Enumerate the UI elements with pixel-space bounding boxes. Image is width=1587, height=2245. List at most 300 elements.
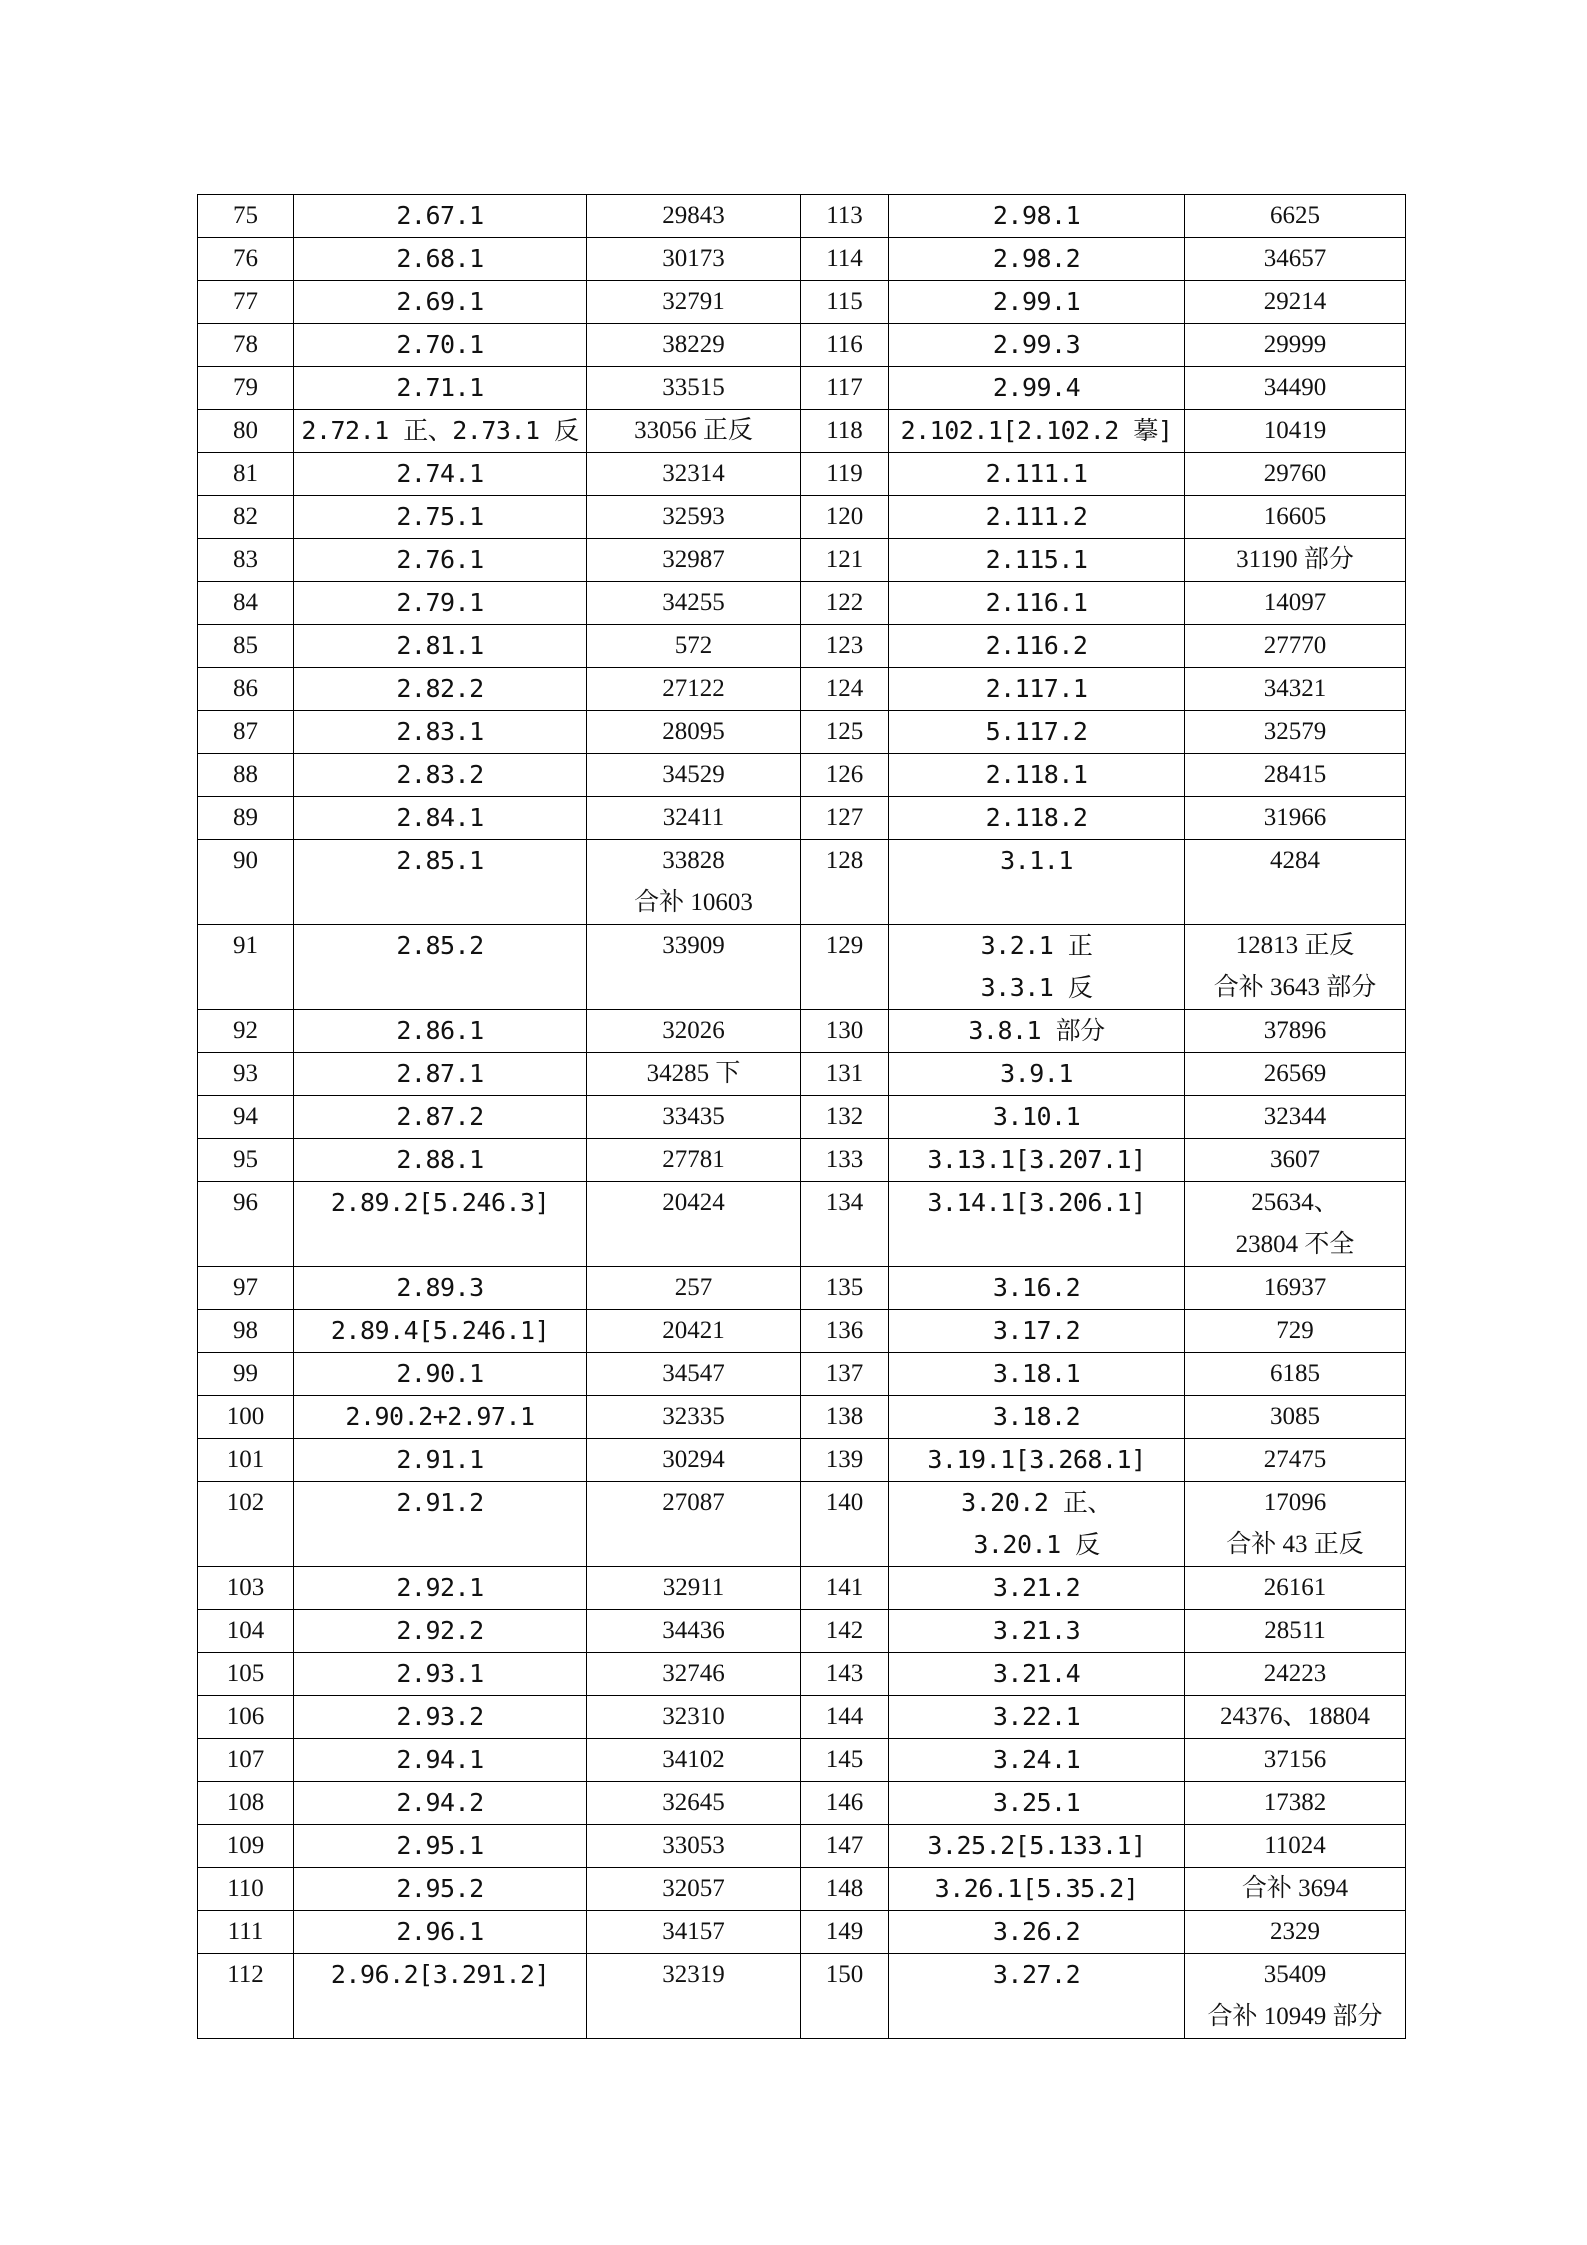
collection-number-right <box>1185 1267 1406 1310</box>
collection-number-left <box>587 1139 801 1182</box>
cell-line: 34157 <box>662 1918 725 1945</box>
cell-line: 14097 <box>1263 589 1327 616</box>
collection-number-right <box>1185 1310 1406 1353</box>
table-body <box>198 195 1406 2039</box>
collection-number-right <box>1185 1868 1406 1911</box>
entry-number-right: 117 <box>801 367 889 410</box>
cell-line: 3607 <box>1270 1146 1320 1173</box>
entry-number-left: 83 <box>198 539 294 582</box>
entry-number-right: 150 <box>801 1954 889 2039</box>
cell-line: 3.25.2[5.133.1] <box>927 1831 1146 1860</box>
cell-line: 25634、 <box>1251 1189 1339 1216</box>
cell-line: 2.118.2 <box>985 803 1088 832</box>
cell-line: 2.71.1 <box>396 373 484 402</box>
collection-number-left <box>587 1696 801 1739</box>
reference-right <box>889 1739 1185 1782</box>
collection-number-right <box>1185 1782 1406 1825</box>
cell-line: 2.96.1 <box>396 1917 484 1946</box>
collection-number-right <box>1185 1053 1406 1096</box>
collection-number-left <box>587 1739 801 1782</box>
cell-line: 合补 3694 <box>1241 1875 1349 1902</box>
collection-number-left <box>587 238 801 281</box>
collection-number-left <box>587 1782 801 1825</box>
collection-number-left <box>587 1439 801 1482</box>
table-row <box>198 797 1406 840</box>
collection-number-left <box>587 840 801 925</box>
cell-line: 16937 <box>1263 1274 1327 1301</box>
cell-line: 2.93.1 <box>396 1659 484 1688</box>
entry-number-right: 120 <box>801 496 889 539</box>
cell-line: 2.115.1 <box>985 545 1088 574</box>
entry-number-right: 143 <box>801 1653 889 1696</box>
cell-line: 2329 <box>1270 1918 1320 1945</box>
collection-number-left <box>587 1610 801 1653</box>
reference-right <box>889 668 1185 711</box>
cell-line: 3.21.4 <box>992 1659 1081 1688</box>
collection-number-left <box>587 754 801 797</box>
cell-line: 2.83.1 <box>396 717 484 746</box>
collection-number-left <box>587 496 801 539</box>
cell-line: 3.24.1 <box>992 1745 1081 1774</box>
collection-number-left <box>587 1396 801 1439</box>
cell-line: 合补 43 正反 <box>1226 1531 1364 1558</box>
cell-line: 3.14.1[3.206.1] <box>927 1188 1146 1217</box>
table-row <box>198 1310 1406 1353</box>
table-row <box>198 925 1406 1010</box>
reference-left <box>294 625 587 668</box>
reference-right <box>889 324 1185 367</box>
table-row <box>198 1911 1406 1954</box>
reference-right <box>889 1053 1185 1096</box>
cell-line: 3.27.2 <box>992 1960 1081 1989</box>
reference-right <box>889 1696 1185 1739</box>
cell-line: 34657 <box>1263 245 1327 272</box>
entry-number-left: 94 <box>198 1096 294 1139</box>
entry-number-right: 124 <box>801 668 889 711</box>
reference-left <box>294 1053 587 1096</box>
cell-line: 3.9.1 <box>1000 1059 1073 1088</box>
reference-right <box>889 281 1185 324</box>
entry-number-right: 136 <box>801 1310 889 1353</box>
entry-number-right: 141 <box>801 1567 889 1610</box>
entry-number-right: 125 <box>801 711 889 754</box>
reference-left <box>294 1954 587 2039</box>
table-row <box>198 840 1406 925</box>
reference-left <box>294 1782 587 1825</box>
cell-line: 3.18.2 <box>992 1402 1081 1431</box>
cell-line: 33435 <box>662 1103 725 1130</box>
reference-right <box>889 1439 1185 1482</box>
table-row <box>198 367 1406 410</box>
cell-line: 32645 <box>662 1789 725 1816</box>
cell-line: 2.74.1 <box>396 459 484 488</box>
collection-number-left <box>587 410 801 453</box>
table-row <box>198 1825 1406 1868</box>
table-row <box>198 1053 1406 1096</box>
collection-number-right <box>1185 1567 1406 1610</box>
cell-line: 28415 <box>1263 761 1327 788</box>
entry-number-right: 135 <box>801 1267 889 1310</box>
entry-number-left: 102 <box>198 1482 294 1567</box>
collection-number-right <box>1185 1096 1406 1139</box>
cell-line: 2.93.2 <box>396 1702 484 1731</box>
cell-line: 32411 <box>662 804 725 831</box>
reference-right <box>889 410 1185 453</box>
entry-number-left: 95 <box>198 1139 294 1182</box>
cell-line: 2.76.1 <box>396 545 484 574</box>
cell-line: 20424 <box>662 1189 725 1216</box>
reference-left <box>294 324 587 367</box>
entry-number-left: 101 <box>198 1439 294 1482</box>
collection-number-left <box>587 625 801 668</box>
table-row <box>198 1739 1406 1782</box>
table-row <box>198 711 1406 754</box>
cell-line: 2.98.2 <box>992 244 1081 273</box>
concordance-table <box>197 194 1406 2039</box>
reference-left <box>294 367 587 410</box>
collection-number-left <box>587 1353 801 1396</box>
collection-number-left <box>587 1868 801 1911</box>
collection-number-right <box>1185 1610 1406 1653</box>
reference-right <box>889 1610 1185 1653</box>
cell-line: 2.85.1 <box>396 846 484 875</box>
cell-line: 32987 <box>662 546 725 573</box>
table-row <box>198 625 1406 668</box>
cell-line: 27122 <box>662 675 725 702</box>
cell-line: 2.99.1 <box>992 287 1081 316</box>
table-row <box>198 1954 1406 2039</box>
cell-line: 33053 <box>662 1832 725 1859</box>
entry-number-left: 78 <box>198 324 294 367</box>
reference-left <box>294 925 587 1010</box>
entry-number-left: 112 <box>198 1954 294 2039</box>
cell-line: 4284 <box>1270 847 1320 874</box>
collection-number-right <box>1185 668 1406 711</box>
cell-line: 34321 <box>1263 675 1327 702</box>
entry-number-right: 127 <box>801 797 889 840</box>
table-row <box>198 1782 1406 1825</box>
cell-line: 合补 10603 <box>634 889 753 916</box>
cell-line: 2.90.2+2.97.1 <box>345 1402 535 1431</box>
reference-left <box>294 711 587 754</box>
entry-number-left: 96 <box>198 1182 294 1267</box>
reference-left <box>294 1310 587 1353</box>
entry-number-left: 77 <box>198 281 294 324</box>
entry-number-left: 110 <box>198 1868 294 1911</box>
collection-number-right <box>1185 1482 1406 1567</box>
cell-line: 2.99.4 <box>992 373 1081 402</box>
cell-line: 2.98.1 <box>992 201 1081 230</box>
cell-line: 3.1.1 <box>1000 846 1073 875</box>
reference-left <box>294 840 587 925</box>
entry-number-right: 119 <box>801 453 889 496</box>
collection-number-right <box>1185 1010 1406 1053</box>
entry-number-right: 130 <box>801 1010 889 1053</box>
cell-line: 24223 <box>1263 1660 1327 1687</box>
table-row <box>198 1653 1406 1696</box>
cell-line: 35409 <box>1263 1961 1327 1988</box>
collection-number-right <box>1185 324 1406 367</box>
entry-number-left: 75 <box>198 195 294 238</box>
collection-number-right <box>1185 496 1406 539</box>
cell-line: 3.20.2 正、 <box>961 1488 1112 1517</box>
collection-number-right <box>1185 711 1406 754</box>
table-row <box>198 1353 1406 1396</box>
entry-number-right: 144 <box>801 1696 889 1739</box>
cell-line: 34285 下 <box>646 1060 741 1087</box>
cell-line: 17382 <box>1263 1789 1327 1816</box>
cell-line: 合补 10949 部分 <box>1207 2003 1383 2030</box>
table-row <box>198 1567 1406 1610</box>
entry-number-right: 121 <box>801 539 889 582</box>
cell-line: 24376、18804 <box>1219 1703 1370 1730</box>
entry-number-left: 81 <box>198 453 294 496</box>
table-row <box>198 1696 1406 1739</box>
cell-line: 37896 <box>1263 1017 1327 1044</box>
reference-right <box>889 1868 1185 1911</box>
reference-left <box>294 582 587 625</box>
collection-number-left <box>587 1010 801 1053</box>
cell-line: 572 <box>674 632 713 659</box>
reference-right <box>889 711 1185 754</box>
cell-line: 2.67.1 <box>396 201 484 230</box>
reference-right <box>889 1396 1185 1439</box>
entry-number-right: 140 <box>801 1482 889 1567</box>
collection-number-left <box>587 539 801 582</box>
table-row <box>198 539 1406 582</box>
reference-right <box>889 1567 1185 1610</box>
collection-number-left <box>587 1096 801 1139</box>
reference-right <box>889 1782 1185 1825</box>
collection-number-left <box>587 453 801 496</box>
cell-line: 29760 <box>1263 460 1327 487</box>
collection-number-right <box>1185 453 1406 496</box>
entry-number-right: 147 <box>801 1825 889 1868</box>
collection-number-left <box>587 324 801 367</box>
reference-left <box>294 1911 587 1954</box>
entry-number-left: 79 <box>198 367 294 410</box>
cell-line: 32593 <box>662 503 725 530</box>
cell-line: 2.81.1 <box>396 631 484 660</box>
table-row <box>198 1182 1406 1267</box>
entry-number-right: 128 <box>801 840 889 925</box>
collection-number-left <box>587 1911 801 1954</box>
cell-line: 27475 <box>1263 1446 1327 1473</box>
reference-left <box>294 1696 587 1739</box>
collection-number-right <box>1185 1396 1406 1439</box>
reference-left <box>294 1567 587 1610</box>
collection-number-right <box>1185 925 1406 1010</box>
cell-line: 2.95.2 <box>396 1874 484 1903</box>
cell-line: 33056 正反 <box>634 417 753 444</box>
reference-right <box>889 1954 1185 2039</box>
cell-line: 5.117.2 <box>985 717 1088 746</box>
table-row <box>198 1482 1406 1567</box>
cell-line: 26161 <box>1263 1574 1327 1601</box>
table-row <box>198 754 1406 797</box>
table-row <box>198 238 1406 281</box>
collection-number-right <box>1185 582 1406 625</box>
collection-number-left <box>587 1482 801 1567</box>
entry-number-left: 91 <box>198 925 294 1010</box>
collection-number-right <box>1185 1696 1406 1739</box>
reference-left <box>294 1010 587 1053</box>
table-row <box>198 1396 1406 1439</box>
entry-number-right: 137 <box>801 1353 889 1396</box>
cell-line: 28511 <box>1264 1617 1326 1644</box>
cell-line: 2.99.3 <box>992 330 1081 359</box>
cell-line: 2.87.2 <box>396 1102 484 1131</box>
entry-number-right: 116 <box>801 324 889 367</box>
reference-right <box>889 1653 1185 1696</box>
entry-number-left: 92 <box>198 1010 294 1053</box>
collection-number-left <box>587 1567 801 1610</box>
cell-line: 27781 <box>662 1146 725 1173</box>
cell-line: 32335 <box>662 1403 725 1430</box>
entry-number-right: 146 <box>801 1782 889 1825</box>
reference-right <box>889 754 1185 797</box>
cell-line: 2.88.1 <box>396 1145 484 1174</box>
entry-number-left: 103 <box>198 1567 294 1610</box>
cell-line: 2.116.1 <box>985 588 1088 617</box>
entry-number-left: 106 <box>198 1696 294 1739</box>
collection-number-left <box>587 281 801 324</box>
cell-line: 257 <box>674 1274 713 1301</box>
cell-line: 3.2.1 正 <box>980 931 1093 960</box>
entry-number-right: 114 <box>801 238 889 281</box>
cell-line: 2.79.1 <box>396 588 484 617</box>
collection-number-right <box>1185 410 1406 453</box>
reference-right <box>889 1825 1185 1868</box>
reference-left <box>294 1610 587 1653</box>
entry-number-left: 111 <box>198 1911 294 1954</box>
table-row <box>198 1096 1406 1139</box>
entry-number-left: 80 <box>198 410 294 453</box>
collection-number-left <box>587 797 801 840</box>
entry-number-right: 113 <box>801 195 889 238</box>
table-row <box>198 453 1406 496</box>
collection-number-right <box>1185 1954 1406 2039</box>
entry-number-right: 131 <box>801 1053 889 1096</box>
collection-number-right <box>1185 1739 1406 1782</box>
collection-number-left <box>587 711 801 754</box>
cell-line: 2.116.2 <box>985 631 1088 660</box>
reference-right <box>889 1182 1185 1267</box>
collection-number-right <box>1185 625 1406 668</box>
cell-line: 32057 <box>662 1875 725 1902</box>
cell-line: 2.70.1 <box>396 330 484 359</box>
collection-number-left <box>587 1310 801 1353</box>
cell-line: 32026 <box>662 1017 725 1044</box>
collection-number-right <box>1185 797 1406 840</box>
entry-number-left: 97 <box>198 1267 294 1310</box>
table-row <box>198 1267 1406 1310</box>
collection-number-right <box>1185 1353 1406 1396</box>
entry-number-right: 123 <box>801 625 889 668</box>
table-row <box>198 582 1406 625</box>
entry-number-right: 133 <box>801 1139 889 1182</box>
reference-right <box>889 1353 1185 1396</box>
cell-line: 34436 <box>662 1617 725 1644</box>
table-row <box>198 496 1406 539</box>
table-row <box>198 1439 1406 1482</box>
cell-line: 34490 <box>1263 374 1327 401</box>
entry-number-left: 76 <box>198 238 294 281</box>
entry-number-right: 118 <box>801 410 889 453</box>
cell-line: 3.19.1[3.268.1] <box>927 1445 1146 1474</box>
entry-number-left: 109 <box>198 1825 294 1868</box>
cell-line: 3.13.1[3.207.1] <box>927 1145 1146 1174</box>
collection-number-left <box>587 367 801 410</box>
cell-line: 3.10.1 <box>992 1102 1081 1131</box>
reference-right <box>889 238 1185 281</box>
cell-line: 27087 <box>662 1489 725 1516</box>
cell-line: 729 <box>1276 1317 1314 1344</box>
collection-number-right <box>1185 281 1406 324</box>
entry-number-right: 126 <box>801 754 889 797</box>
table-row <box>198 281 1406 324</box>
collection-number-left <box>587 1267 801 1310</box>
entry-number-left: 100 <box>198 1396 294 1439</box>
cell-line: 3.22.1 <box>992 1702 1081 1731</box>
cell-line: 2.87.1 <box>396 1059 484 1088</box>
reference-left <box>294 281 587 324</box>
collection-number-left <box>587 1954 801 2039</box>
cell-line: 10419 <box>1263 417 1327 444</box>
collection-number-left <box>587 195 801 238</box>
collection-number-left <box>587 1053 801 1096</box>
cell-line: 2.118.1 <box>985 760 1088 789</box>
cell-line: 32314 <box>662 460 725 487</box>
cell-line: 37156 <box>1263 1746 1327 1773</box>
collection-number-left <box>587 1653 801 1696</box>
cell-line: 12813 正反 <box>1235 932 1355 959</box>
reference-left <box>294 1825 587 1868</box>
cell-line: 3.17.2 <box>992 1316 1081 1345</box>
reference-left <box>294 238 587 281</box>
entry-number-right: 134 <box>801 1182 889 1267</box>
cell-line: 32344 <box>1263 1103 1327 1130</box>
reference-right <box>889 1139 1185 1182</box>
cell-line: 38229 <box>662 331 725 358</box>
cell-line: 2.95.1 <box>396 1831 484 1860</box>
table-row <box>198 1010 1406 1053</box>
entry-number-left: 90 <box>198 840 294 925</box>
collection-number-right <box>1185 1439 1406 1482</box>
reference-right <box>889 496 1185 539</box>
cell-line: 2.82.2 <box>396 674 484 703</box>
entry-number-left: 85 <box>198 625 294 668</box>
reference-right <box>889 367 1185 410</box>
cell-line: 27770 <box>1263 632 1327 659</box>
collection-number-right <box>1185 1139 1406 1182</box>
entry-number-right: 138 <box>801 1396 889 1439</box>
cell-line: 2.69.1 <box>396 287 484 316</box>
entry-number-right: 139 <box>801 1439 889 1482</box>
collection-number-left <box>587 668 801 711</box>
reference-right <box>889 1911 1185 1954</box>
entry-number-right: 122 <box>801 582 889 625</box>
table-row <box>198 668 1406 711</box>
entry-number-left: 87 <box>198 711 294 754</box>
cell-line: 3.21.3 <box>992 1616 1081 1645</box>
cell-line: 34102 <box>662 1746 725 1773</box>
cell-line: 2.84.1 <box>396 803 484 832</box>
reference-left <box>294 1396 587 1439</box>
reference-right <box>889 797 1185 840</box>
entry-number-left: 98 <box>198 1310 294 1353</box>
collection-number-left <box>587 1182 801 1267</box>
